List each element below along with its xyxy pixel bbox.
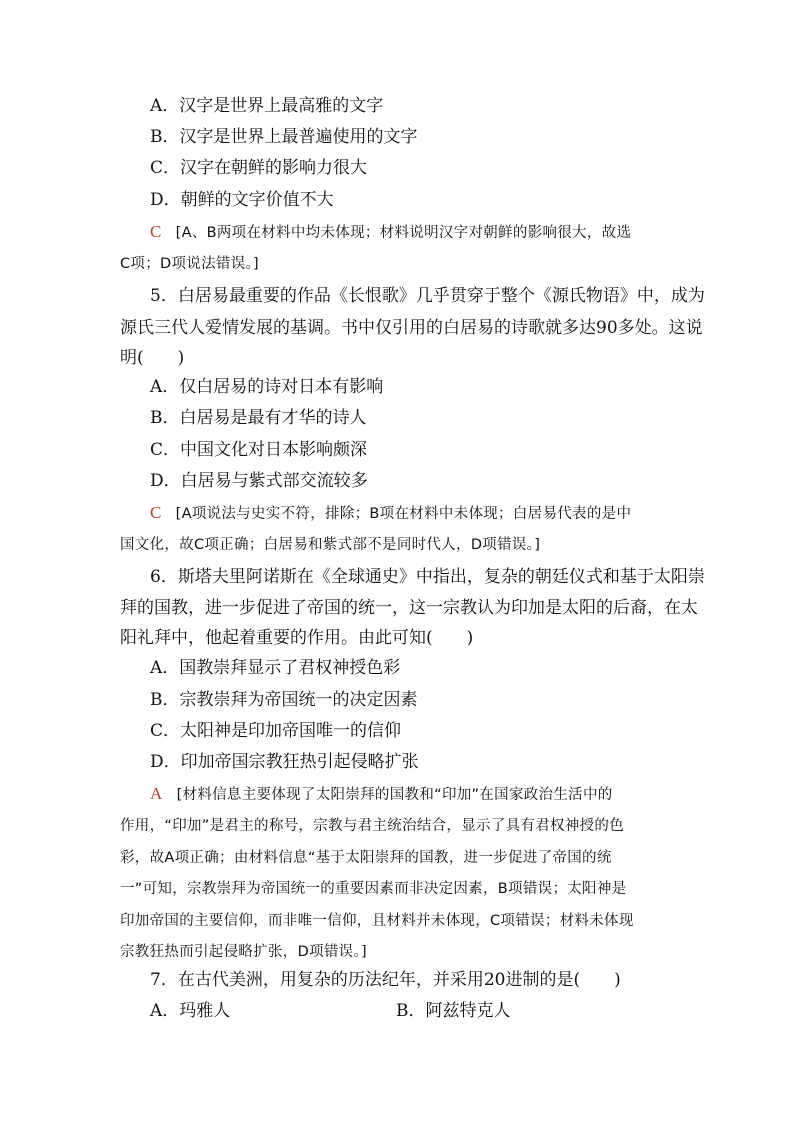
q6-answer: A (150, 784, 163, 803)
q4-option-b: B．汉字是世界上最普遍使用的文字 (150, 127, 418, 147)
q6-option-a: A．国教崇拜显示了君权神授色彩 (150, 658, 401, 678)
q5-option-a: A．仅白居易的诗对日本有影响 (150, 377, 384, 397)
q5-stem-line-1: 5．白居易最重要的作品《长恨歌》几乎贯穿于整个《源氏物语》中，成为 (150, 286, 705, 306)
q6-option-c: C．太阳神是印加帝国唯一的信仰 (150, 721, 402, 741)
q6-stem-line-1: 6．斯塔夫里阿诺斯在《全球通史》中指出，复杂的朝廷仪式和基于太阳崇 (150, 567, 705, 587)
q4-option-d: D．朝鲜的文字价值不大 (150, 190, 334, 210)
q6-option-d: D．印加帝国宗教狂热引起侵略扩张 (150, 752, 419, 772)
q7-stem: 7．在古代美洲，用复杂的历法纪年，并采用20进制的是( ) (150, 970, 621, 990)
q4-explanation-line-1 (150, 222, 631, 243)
q5-explanation-line-1 (150, 503, 631, 524)
q6-explanation-line-3: 彩，故A项正确；由材料信息“基于太阳崇拜的国教，进一步促进了帝国的统 (120, 850, 612, 866)
q4-answer: C (150, 222, 162, 241)
q4-option-a: A．汉字是世界上最高雅的文字 (150, 96, 384, 116)
q7-option-b: B．阿兹特克人 (396, 1001, 511, 1021)
q4-option-c: C．汉字在朝鲜的影响力很大 (150, 158, 368, 178)
q5-explanation-line-2: 国文化，故C项正确；白居易和紫式部不是同时代人，D项错误。] (120, 537, 541, 553)
q5-option-b: B．白居易是最有才华的诗人 (150, 408, 367, 428)
q6-explanation-line-5: 印加帝国的主要信仰，而非唯一信仰，且材料并未体现，C项错误；材料未体现 (120, 913, 634, 929)
q6-explanation-line-6: 宗教狂热而引起侵略扩张，D项错误。] (120, 944, 367, 960)
q7-option-a: A．玛雅人 (150, 1001, 231, 1021)
q5-stem-line-2: 源氏三代人爱情发展的基调。书中仅引用的白居易的诗歌就多达90多处。这说 (120, 318, 703, 338)
q6-explanation-text-1: [材料信息主要体现了太阳崇拜的国教和“印加”在国家政治生活中的 (176, 787, 613, 803)
q5-explanation-text-1: [A项说法与史实不符，排除；B项在材料中未体现；白居易代表的是中 (175, 506, 632, 522)
q6-stem-line-3: 阳礼拜中，他起着重要的作用。由此可知( ) (120, 628, 474, 648)
q4-explanation-text-1: [A、B两项在材料中均未体现；材料说明汉字对朝鲜的影响很大，故选 (175, 225, 632, 241)
q5-stem-line-3: 明( ) (120, 348, 185, 368)
q5-option-d: D．白居易与紫式部交流较多 (150, 471, 368, 491)
q4-explanation-line-2: C项；D项说法错误。] (120, 256, 259, 272)
q6-stem-line-2: 拜的国教，进一步促进了帝国的统一，这一宗教认为印加是太阳的后裔，在太 (120, 598, 698, 618)
q6-explanation-line-4: 一”可知，宗教崇拜为帝国统一的重要因素而非决定因素，B项错误；太阳神是 (120, 881, 627, 897)
q6-explanation-line-1 (150, 784, 613, 805)
q6-explanation-line-2: 作用，“印加”是君主的称号，宗教与君主统治结合，显示了具有君权神授的色 (120, 818, 625, 834)
q5-option-c: C．中国文化对日本影响颇深 (150, 440, 368, 460)
q5-answer: C (150, 503, 162, 522)
q6-option-b: B．宗教崇拜为帝国统一的决定因素 (150, 690, 418, 710)
